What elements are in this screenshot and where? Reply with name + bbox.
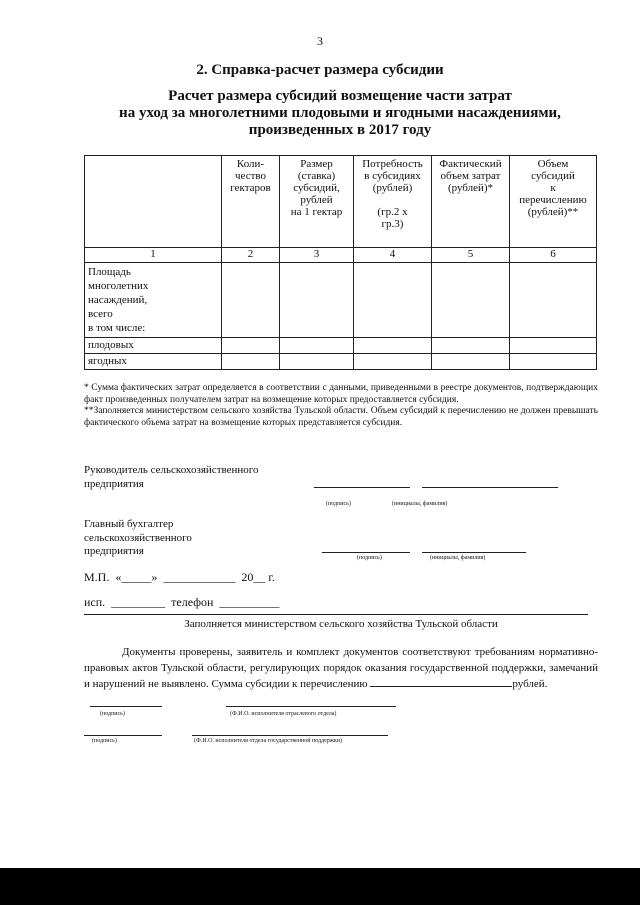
table-cell[interactable]: [280, 354, 354, 370]
ministry-sign1-line[interactable]: [90, 706, 162, 707]
table-cell[interactable]: [354, 354, 432, 370]
head-sign-caption: (подпись): [326, 501, 351, 507]
accountant-name-line[interactable]: [422, 552, 526, 553]
table-cell[interactable]: [354, 263, 432, 338]
table-row: [85, 354, 597, 370]
head-sign-line[interactable]: [314, 487, 410, 488]
title-line: Расчет размера субсидий возмещение части затрат: [168, 88, 512, 104]
table-cell[interactable]: [510, 354, 597, 370]
column-number: 4: [354, 248, 432, 263]
column-number: 1: [85, 248, 222, 263]
table-cell[interactable]: [222, 354, 280, 370]
header-cell: Коли- чество гектаров: [222, 156, 280, 248]
accountant-name-caption: (инициалы, фамилия): [430, 555, 486, 561]
executor-phone-line: исп. _________ телефон __________: [84, 595, 280, 609]
table-cell[interactable]: [354, 338, 432, 354]
head-label: Руководитель сельскохозяйственного предприятия: [84, 464, 259, 490]
subsidy-table: [84, 155, 597, 370]
ministry-name1-caption: (Ф.И.О. исполнителя отраслевого отдела): [230, 711, 337, 717]
subsidy-amount-field[interactable]: [370, 676, 512, 687]
table-cell[interactable]: [510, 263, 597, 338]
footnote: * Сумма фактических затрат определяется в соответствии с данными, приведенными в реестре документов, подтверждающих факт произведенных получателем затрат на возмещение которых предоставляется субсидия.: [84, 383, 598, 405]
footnote: **Заполняется министерством сельского хозяйства Тульской области. Объем субсидий к перечислению не должен превышать фактического объема затрат на возмещение которых представляется субсидия.: [84, 406, 598, 428]
ministry-text: [84, 645, 598, 693]
header-cell: [85, 156, 222, 248]
table-cell[interactable]: [432, 354, 510, 370]
table-cell[interactable]: [222, 263, 280, 338]
row-label: Площадь многолетних насаждений, всего в том числе:: [85, 263, 222, 338]
table-cell[interactable]: [222, 338, 280, 354]
section-heading: 2. Справка-расчет размера субсидии: [196, 62, 444, 78]
ministry-sign1-caption: (подпись): [100, 711, 125, 717]
ministry-name2-caption: (Ф.И.О. исполнителя отдела государственной поддержки): [194, 738, 343, 744]
ministry-caption: Заполняется министерством сельского хозяйства Тульской области: [184, 618, 498, 630]
title-line: на уход за многолетними плодовыми и ягодными насаждениями,: [119, 105, 561, 121]
section-divider: [84, 614, 588, 615]
column-number: 6: [510, 248, 597, 263]
table-cell[interactable]: [280, 338, 354, 354]
table-row: [85, 338, 597, 354]
header-cell: Потребность в субсидиях (рублей) (гр.2 х гр.3): [354, 156, 432, 248]
table-cell[interactable]: [432, 263, 510, 338]
accountant-sign-caption: (подпись): [357, 555, 382, 561]
table-header-row: [85, 156, 597, 248]
ministry-name1-line[interactable]: [226, 706, 396, 707]
header-cell: Размер (ставка) субсидий, рублей на 1 гектар: [280, 156, 354, 248]
title-line: произведенных в 2017 году: [248, 122, 432, 138]
footnotes: [84, 383, 598, 429]
header-cell: Фактический объем затрат (рублей)*: [432, 156, 510, 248]
ministry-paragraph: Документы проверены, заявитель и комплект документов соответствуют требованиям нормативно-правовых актов Тульской области, регулирующих порядок оказания государственной поддержки, замечаний и нарушений не выявлено. Сумма субсидии к перечислению: [84, 646, 598, 690]
column-number: 5: [432, 248, 510, 263]
stamp-date-line: М.П. «_____» ____________ 20__ г.: [84, 570, 275, 584]
row-label: ягодных: [85, 354, 222, 370]
column-number-row: [85, 248, 597, 263]
head-name-line[interactable]: [422, 487, 558, 488]
ministry-sign2-caption: (подпись): [92, 738, 117, 744]
scan-edge-bar: [0, 868, 640, 905]
row-label: плодовых: [85, 338, 222, 354]
table-cell[interactable]: [280, 263, 354, 338]
accountant-sign-line[interactable]: [322, 552, 410, 553]
accountant-label: Главный бухгалтер сельскохозяйственного предприятия: [84, 518, 192, 557]
ministry-sign2-line[interactable]: [84, 735, 162, 736]
column-number: 2: [222, 248, 280, 263]
document-title: [60, 88, 620, 139]
head-name-caption: (инициалы, фамилия): [392, 501, 448, 507]
table-row: [85, 263, 597, 338]
page-number: 3: [317, 34, 323, 48]
ministry-name2-line[interactable]: [192, 735, 388, 736]
ministry-paragraph-end: рублей.: [512, 678, 548, 690]
header-cell: Объем субсидий к перечислению (рублей)**: [510, 156, 597, 248]
column-number: 3: [280, 248, 354, 263]
table-cell[interactable]: [510, 338, 597, 354]
table-cell[interactable]: [432, 338, 510, 354]
